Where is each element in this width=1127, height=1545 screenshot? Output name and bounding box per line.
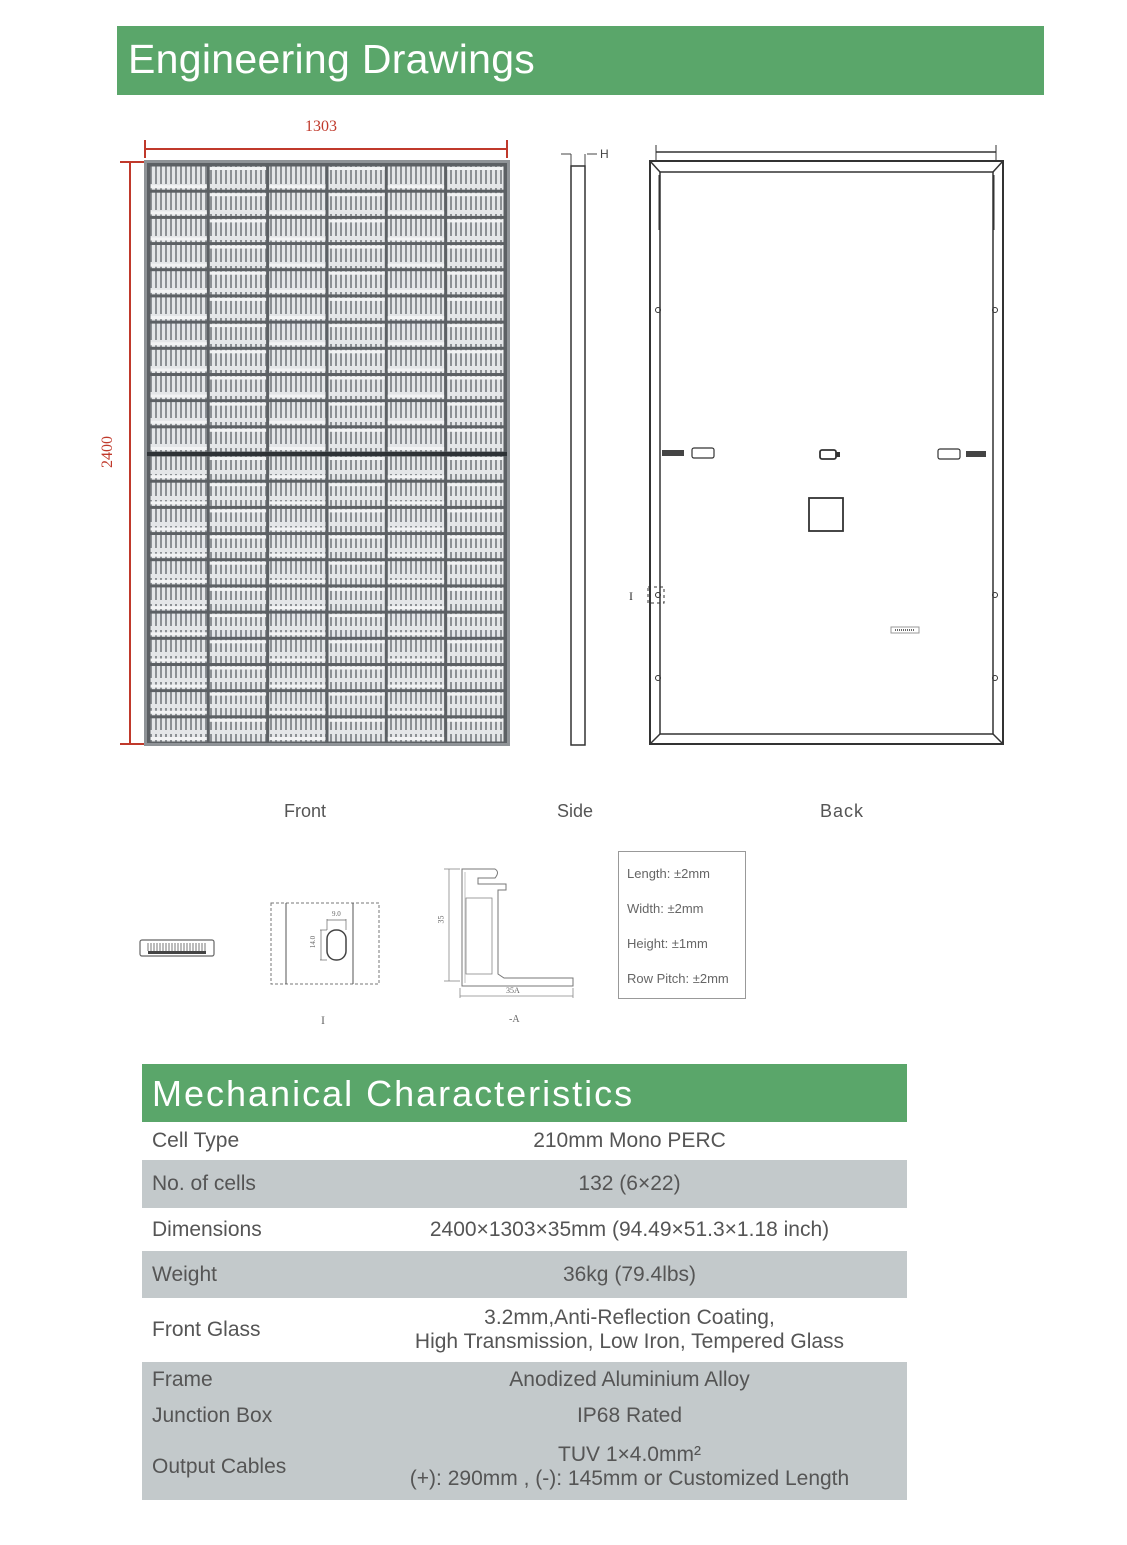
tolerance-length: Length: ±2mm [627, 866, 711, 881]
mechanical-characteristics-header [142, 1064, 907, 1122]
section-title: Mechanical Characteristics [152, 1073, 635, 1114]
spec-label: Front Glass [152, 1318, 261, 1341]
spec-label: Frame [152, 1368, 213, 1391]
hole-width-dim: 9.0 [332, 910, 341, 918]
spec-value: Anodized Aluminium Alloy [509, 1368, 750, 1391]
table-row [142, 1208, 907, 1251]
spec-label: Cell Type [152, 1129, 240, 1152]
spec-value-line2: High Transmission, Low Iron, Tempered Glass [414, 1330, 845, 1353]
spec-value-line1: TUV 1×4.0mm² [558, 1443, 701, 1466]
spec-value-line2: (+): 290mm , (-): 145mm or Customized Length [409, 1467, 850, 1490]
front-label: Front [284, 801, 327, 821]
table-row [142, 1251, 907, 1298]
table-row [142, 1160, 907, 1208]
table-row [142, 1398, 907, 1434]
tolerance-height: Height: ±1mm [627, 936, 708, 951]
spec-value [352, 1298, 907, 1362]
spec-value: 36kg (79.4lbs) [562, 1262, 697, 1286]
spec-value: 2400×1303×35mm (94.49×51.3×1.18 inch) [429, 1217, 830, 1241]
front-view-drawing [144, 160, 510, 746]
mechanical-spec-table [142, 1122, 907, 1500]
section-title: Engineering Drawings [128, 36, 536, 82]
spec-label: Dimensions [152, 1217, 262, 1241]
side-label: Side [557, 801, 594, 821]
detail-marker: I [629, 589, 633, 603]
spec-label: No. of cells [152, 1172, 256, 1195]
back-view-drawing [640, 140, 1020, 750]
junction-box-detail [138, 938, 218, 960]
table-row [142, 1298, 907, 1362]
front-height-dimension: 2400 [99, 436, 116, 468]
frame-height-dim: 35 [436, 915, 446, 924]
frame-section-detail [440, 866, 580, 1001]
spec-value-line1: 3.2mm,Anti-Reflection Coating, [484, 1306, 775, 1329]
table-row [142, 1122, 907, 1160]
tolerances-box [618, 851, 746, 999]
back-label: Back [820, 801, 865, 821]
frame-width-dim: 35A [506, 986, 520, 995]
engineering-drawings-header [117, 26, 1044, 95]
spec-label: Weight [152, 1262, 217, 1286]
spec-label: Output Cables [152, 1455, 287, 1478]
tolerance-width: Width: ±2mm [627, 901, 704, 916]
spec-value: 210mm Mono PERC [533, 1129, 726, 1152]
frame-section-label: -A [509, 1014, 520, 1025]
table-row [142, 1434, 907, 1500]
side-view-drawing [555, 146, 615, 748]
hole-detail-label: I [321, 1013, 325, 1027]
table-row [142, 1362, 907, 1398]
mounting-hole-detail [270, 902, 382, 986]
tolerance-row-pitch: Row Pitch: ±2mm [627, 971, 729, 986]
side-height-marker: H [600, 147, 609, 161]
spec-value: 132 (6×22) [578, 1172, 681, 1195]
spec-value: IP68 Rated [576, 1404, 683, 1427]
hole-height-dim: 14.0 [309, 935, 318, 949]
spec-value [352, 1434, 907, 1500]
spec-label: Junction Box [152, 1404, 273, 1427]
front-width-dimension: 1303 [305, 118, 337, 135]
